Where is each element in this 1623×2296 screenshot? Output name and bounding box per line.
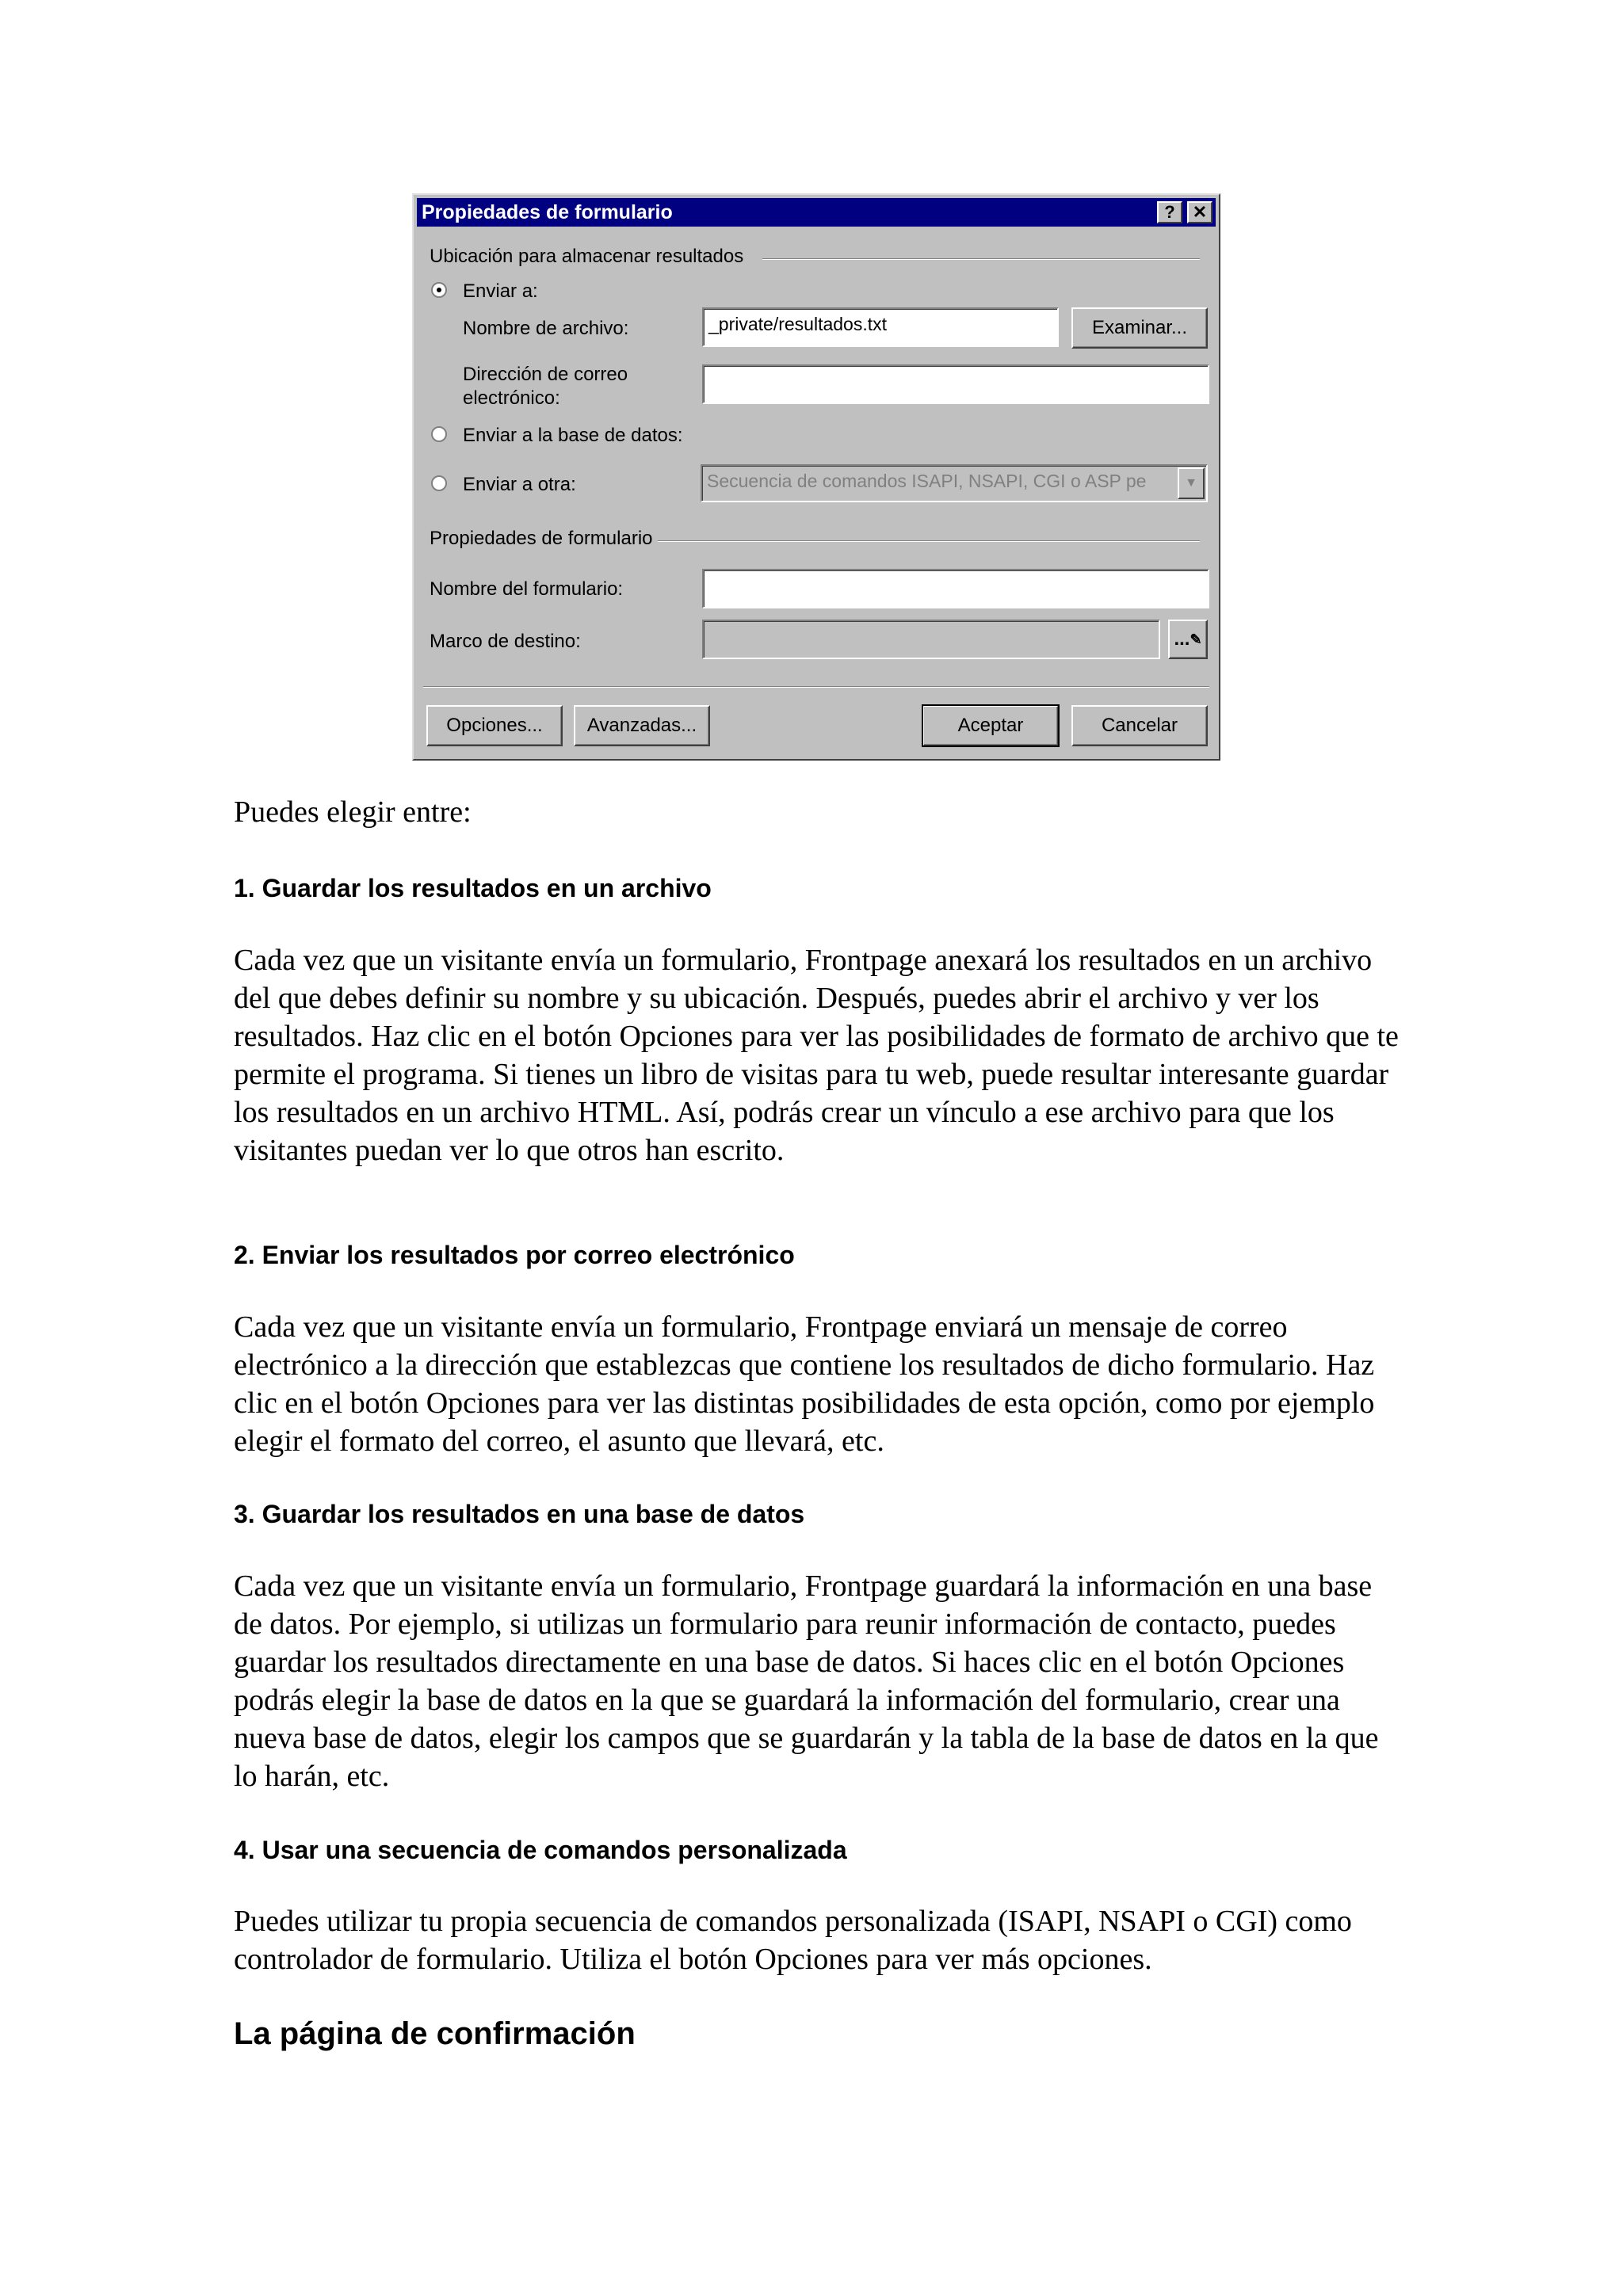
email-label-line1: Dirección de correo <box>463 364 628 385</box>
radio-database[interactable] <box>431 426 447 442</box>
form-properties-dialog <box>412 193 1220 761</box>
other-handler-value: Secuencia de comandos ISAPI, NSAPI, CGI o ASP pe <box>707 471 1147 491</box>
section-3-body: Cada vez que un visitante envía un formulario, Frontpage guardará la información en una base de datos. Por ejemplo, si utilizas un formulario para reunir información de contacto, puedes guardar los resultados directamente en una base de datos. Si haces clic en el botón Opciones podrás elegir la base de datos en la que se guardará la información del formulario, crear una nueva base de datos, elegir los campos que se guardarán y la tabla de la base de datos en la que lo harán, etc. <box>234 1569 1379 1793</box>
target-frame-label: Marco de destino: <box>430 631 581 652</box>
other-handler-select[interactable] <box>701 464 1208 502</box>
dropdown-arrow-icon[interactable]: ▼ <box>1178 467 1205 499</box>
buttons-divider <box>423 686 1209 688</box>
group-form-props-divider <box>658 540 1200 542</box>
email-label-line2: electrónico: <box>463 387 560 409</box>
lead-text: Puedes elegir entre: <box>234 795 472 829</box>
section-3-heading: 3. Guardar los resultados en una base de datos <box>234 1500 805 1528</box>
target-frame-button-label: ... <box>1174 628 1190 650</box>
radio-database-label[interactable]: Enviar a la base de datos: <box>463 425 683 446</box>
radio-send-to-label[interactable]: Enviar a: <box>463 280 538 302</box>
group-storage-divider <box>762 258 1200 260</box>
advanced-button[interactable]: Avanzadas... <box>574 705 710 746</box>
group-storage-label: Ubicación para almacenar resultados <box>430 246 744 267</box>
filename-input[interactable]: _private/resultados.txt <box>702 307 1059 347</box>
confirmation-page-heading: La página de confirmación <box>234 2016 636 2051</box>
dialog-title: Propiedades de formulario <box>422 200 673 223</box>
filename-label: Nombre de archivo: <box>463 318 629 339</box>
section-1-heading: 1. Guardar los resultados en un archivo <box>234 874 712 902</box>
browse-button[interactable]: Examinar... <box>1071 307 1208 349</box>
help-button[interactable]: ? <box>1157 201 1182 223</box>
dialog-titlebar <box>417 198 1216 227</box>
section-4-heading: 4. Usar una secuencia de comandos personalizada <box>234 1836 847 1864</box>
radio-send-to[interactable] <box>431 282 447 298</box>
close-button[interactable]: ✕ <box>1187 201 1212 223</box>
group-form-props-label: Propiedades de formulario <box>430 528 653 549</box>
form-name-input[interactable] <box>702 569 1209 608</box>
radio-other[interactable] <box>431 475 447 491</box>
radio-other-label[interactable]: Enviar a otra: <box>463 474 576 495</box>
pencil-icon: ✎ <box>1190 631 1202 647</box>
target-frame-input[interactable] <box>702 620 1160 659</box>
target-frame-button[interactable] <box>1168 620 1208 659</box>
options-button[interactable]: Opciones... <box>426 705 563 746</box>
section-2-heading: 2. Enviar los resultados por correo electrónico <box>234 1241 795 1269</box>
email-input[interactable] <box>702 364 1209 404</box>
section-2-body: Cada vez que un visitante envía un formulario, Frontpage enviará un mensaje de correo electrónico a la dirección que establezcas que contiene los resultados de dicho formulario. Haz clic en el botón Opciones para ver las distintas posibilidades de esta opción, como por ejemplo elegir el formato del correo, el asunto que llevará, etc. <box>234 1310 1375 1458</box>
ok-button[interactable]: Aceptar <box>922 705 1059 746</box>
section-4-body: Puedes utilizar tu propia secuencia de comandos personalizada (ISAPI, NSAPI o CGI) como controlador de formulario. Utiliza el botón Opciones para ver más opciones. <box>234 1905 1352 1976</box>
cancel-button[interactable]: Cancelar <box>1071 705 1208 746</box>
section-1-body: Cada vez que un visitante envía un formulario, Frontpage anexará los resultados en un archivo del que debes definir su nombre y su ubicación. Después, puedes abrir el archivo y ver los resultados. Haz clic en el botón Opciones para ver las posibilidades de formato de archivo que te permite el programa. Si tienes un libro de visitas para tu web, puede resultar interesante guardar los resultados en un archivo HTML. Así, podrás crear un vínculo a ese archivo para que los visitantes puedan ver lo que otros han escrito. <box>234 944 1399 1167</box>
form-name-label: Nombre del formulario: <box>430 578 624 600</box>
